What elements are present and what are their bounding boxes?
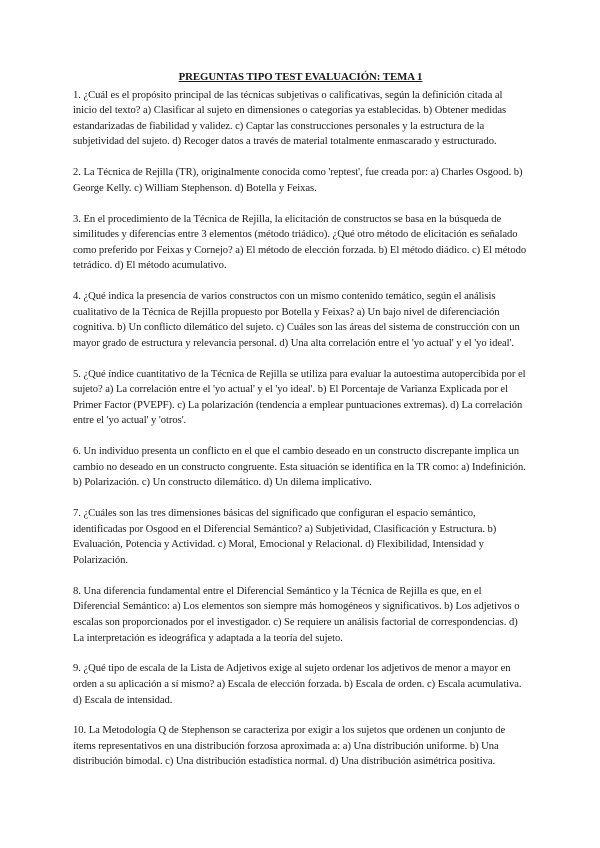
question-1: 1. ¿Cuál es el propósito principal de las técnicas subjetivas o calificativas, según la definición citada al inicio del texto? a) Clasificar al sujeto en dimensiones o categorías ya establecidas. b) Obtener medidas estandarizadas de fiabilidad y validez. c) Captar las construcciones personales y la estructura de la subjetividad del sujeto. d) Recoger datos a través de material totalmente enmascarado y estructurado. <box>73 89 507 148</box>
question-7: 7. ¿Cuáles son las tres dimensiones básicas del significado que configuran el espacio semántico, identificadas por Osgood en el Diferencial Semántico? a) Subjetividad, Clasificación y Estructura. b) Evaluación, Potencia y Actividad. c) Moral, Emocional y Relacional. d) Flexibilidad, Intensidad y Polarización. <box>73 508 497 566</box>
question-4: 4. ¿Qué indica la presencia de varios constructos con un mismo contenido temático, según el análisis cualitativo de la Técnica de Rejilla propuesto por Botella y Feixas? a) Un bajo nivel de diferenciación cognitiva. b) Un conflicto dilemático del sujeto. c) Cuáles son las áreas del sistema de construcción con un mayor grado de estructura y relevancia personal. d) Una alta correlación entre el 'yo actual' y el 'yo ideal'. <box>73 291 520 349</box>
question-10: 10. La Metodología Q de Stephenson se caracteriza por exigir a los sujetos que ordenen un conjunto de ítems representativos en una distribución forzosa aproximada a: a) Una distribución uniforme. b) Una distribución bimodal. c) Una distribución estadística normal. d) Una distribución asimétrica positiva. <box>73 725 506 768</box>
question-6: 6. Un individuo presenta un conflicto en el que el cambio deseado en un constructo discrepante implica un cambio no deseado en un constructo congruente. Esta situación se identifica en la TR como: a) Indefinición. b) Polarización. c) Un constructo dilemático. d) Un dilema implicativo. <box>73 446 526 489</box>
question-2: 2. La Técnica de Rejilla (TR), originalmente conocida como 'reptest', fue creada por: a) Charles Osgood. b) George Kelly. c) William Stephenson. d) Botella y Feixas. <box>73 167 523 194</box>
document-page <box>73 70 528 785</box>
question-8: 8. Una diferencia fundamental entre el Diferencial Semántico y la Técnica de Rejilla es que, en el Diferencial Semántico: a) Los elementos son siempre más homogéneos y significativos. b) Los adjetivos o escalas son proporcionados por el investigador. c) Se requiere un análisis factorial de correspondencias. d) La interpretación es ideográfica y adaptada a la teoría del sujeto. <box>73 585 520 644</box>
question-5: 5. ¿Qué índice cuantitativo de la Técnica de Rejilla se utiliza para evaluar la autoestima autopercibida por el sujeto? a) La correlación entre el 'yo actual' y el 'yo ideal'. b) El Porcentaje de Varianza Explicada por el Primer Factor (PVEPF). c) La polarización (tendencia a emplear puntuaciones extremas). d) La correlación entre el 'yo actual' y 'otros'. <box>73 368 526 427</box>
question-9: 9. ¿Qué tipo de escala de la Lista de Adjetivos exige al sujeto ordenar los adjetivos de menor a mayor en orden a su aplicación a sí mismo? a) Escala de elección forzada. b) Escala de orden. c) Escala acumulativa. d) Escala de intensidad. <box>73 663 522 706</box>
question-3: 3. En el procedimiento de la Técnica de Rejilla, la elicitación de constructos se basa en la búsqueda de similitudes y diferencias entre 3 elementos (método triádico). ¿Qué otro método de elicitación es señalado como preferido por Feixas y Cornejo? a) El método de elección forzada. b) El método diádico. c) El método tetrádico. d) El método acumulativo. <box>73 213 527 272</box>
page-title: PREGUNTAS TIPO TEST EVALUACIÓN: TEMA 1 <box>178 71 423 83</box>
